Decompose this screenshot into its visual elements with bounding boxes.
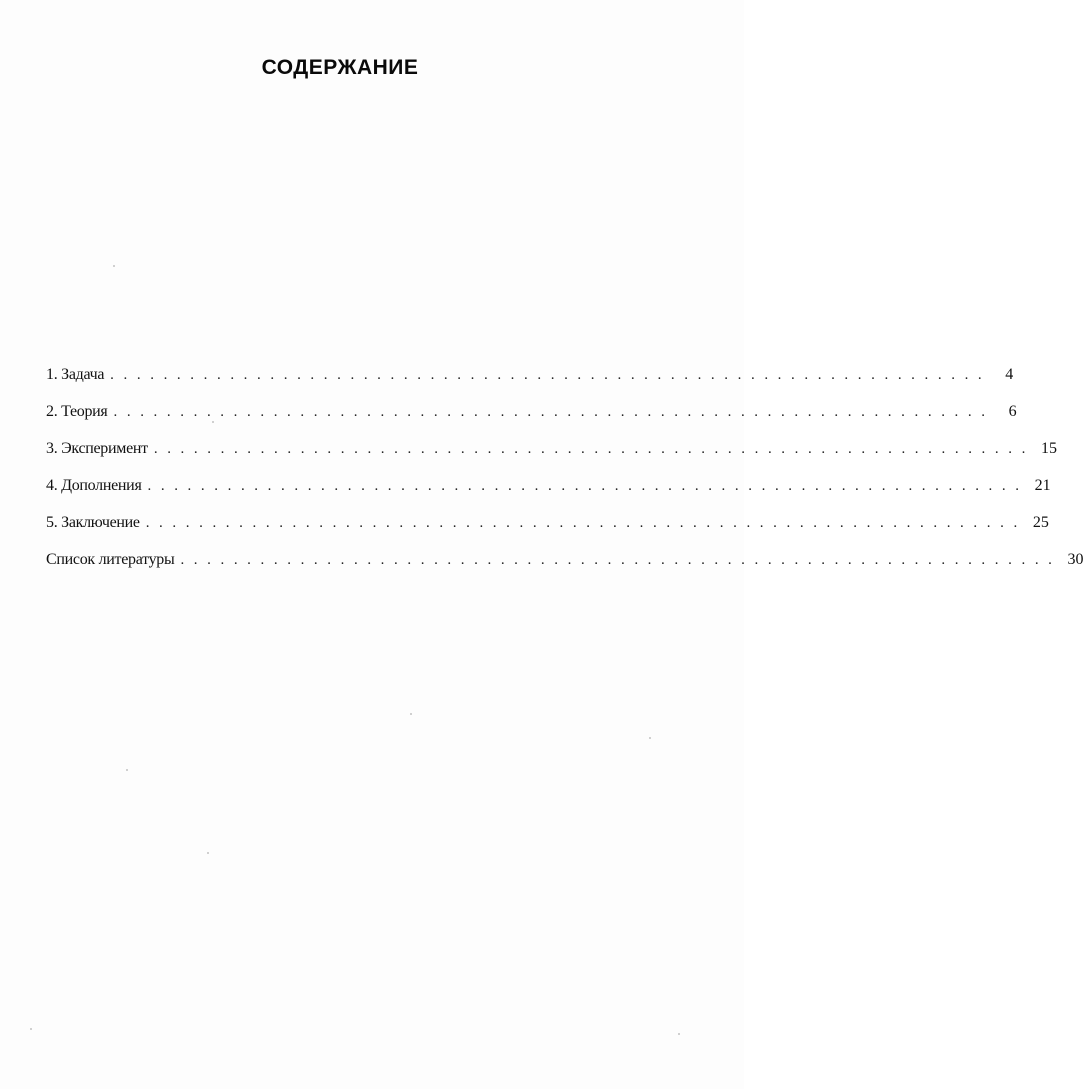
- toc-entry-label: 3. Эксперимент: [46, 440, 148, 457]
- scan-speck: [126, 769, 128, 771]
- dot-leader: ..................................................................: [113, 404, 995, 420]
- toc-entry-label: 1. Задача: [46, 366, 105, 383]
- toc-entry-label: Список литературы: [46, 551, 175, 568]
- dot-leader: ..................................................................: [180, 552, 1062, 568]
- table-of-contents: [46, 366, 1084, 588]
- scan-speck: [649, 737, 651, 739]
- toc-entry-task[interactable]: [46, 366, 1014, 403]
- toc-entry-page-number: 4: [1005, 366, 1014, 383]
- toc-entry-page-number: 6: [1008, 403, 1017, 420]
- toc-entry-page-number: 30: [1067, 551, 1084, 568]
- toc-entry-label: 5. Заключение: [46, 514, 140, 531]
- toc-entry-page-number: 25: [1032, 514, 1049, 531]
- toc-entry-page-number: 21: [1034, 477, 1051, 494]
- dot-leader: ..................................................................: [153, 441, 1035, 457]
- scan-speck: [113, 265, 115, 267]
- scan-speck: [212, 421, 214, 423]
- scan-speck: [30, 1028, 32, 1030]
- scan-speck: [678, 1033, 680, 1035]
- toc-entry-page-number: 15: [1040, 440, 1057, 457]
- dot-leader: ..................................................................: [147, 478, 1029, 494]
- page-title: СОДЕРЖАНИЕ: [261, 56, 419, 79]
- dot-leader: ..................................................................: [110, 367, 992, 383]
- toc-entry-label: 2. Теория: [46, 403, 108, 420]
- toc-entry-conclusion[interactable]: [46, 514, 1049, 551]
- toc-entry-label: 4. Дополнения: [46, 477, 142, 494]
- toc-entry-theory[interactable]: [46, 403, 1017, 440]
- scan-speck: [410, 713, 412, 715]
- toc-entry-supplements[interactable]: [46, 477, 1051, 514]
- dot-leader: ..................................................................: [145, 515, 1027, 531]
- toc-entry-experiment[interactable]: [46, 440, 1057, 477]
- toc-entry-references[interactable]: [46, 551, 1084, 588]
- scan-speck: [207, 852, 209, 854]
